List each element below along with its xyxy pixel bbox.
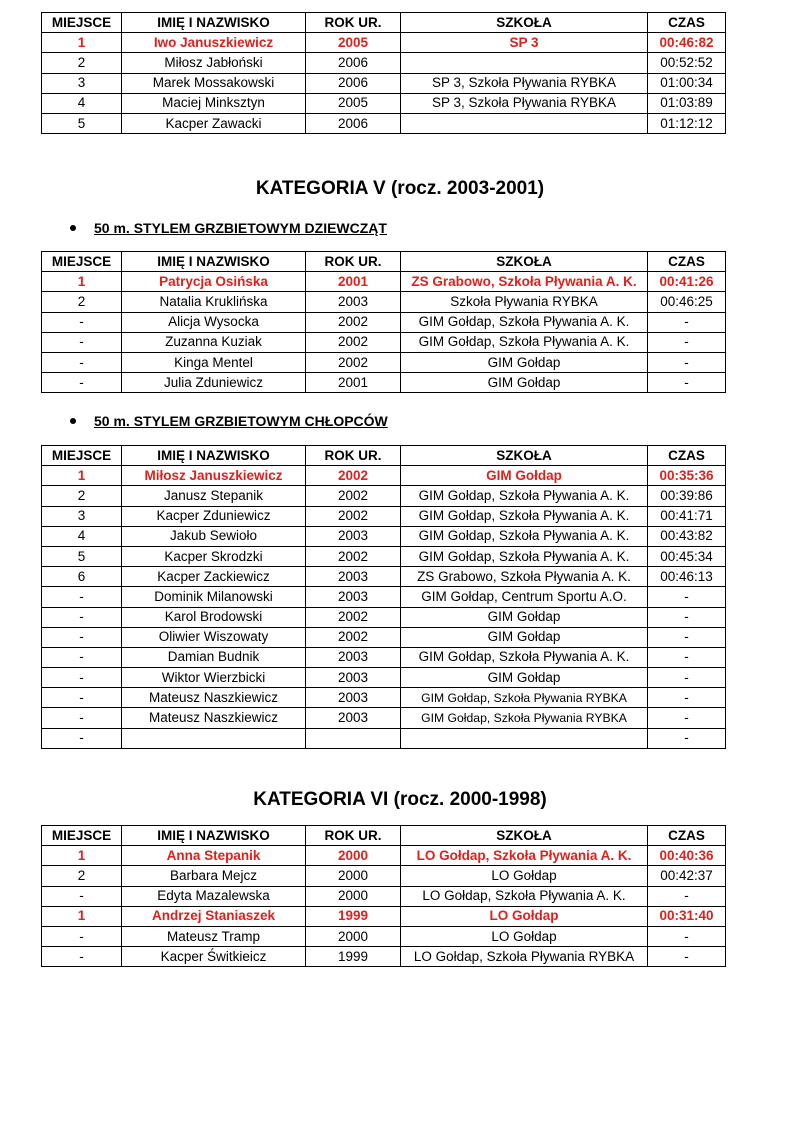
time-cell: -: [648, 947, 726, 967]
school-cell: LO Gołdap, Szkoła Pływania A. K.: [401, 886, 648, 906]
name-cell: Miłosz Jabłoński: [122, 53, 306, 73]
table-row: [42, 926, 726, 946]
table-row: [42, 708, 726, 728]
time-cell: -: [648, 647, 726, 667]
time-cell: 00:46:13: [648, 567, 726, 587]
time-cell: -: [648, 668, 726, 688]
school-cell: GIM Gołdap: [401, 607, 648, 627]
table-row: [42, 846, 726, 866]
header-name: IMIĘ I NAZWISKO: [122, 826, 306, 846]
name-cell: Barbara Mejcz: [122, 866, 306, 886]
header-place: MIEJSCE: [42, 252, 122, 272]
year-cell: 2000: [306, 886, 401, 906]
results-table-category-vi: [41, 825, 726, 967]
table-row: [42, 668, 726, 688]
time-cell: 00:52:52: [648, 53, 726, 73]
name-cell: Kacper Świtkieicz: [122, 947, 306, 967]
place-cell: -: [42, 352, 122, 372]
year-cell: 2005: [306, 33, 401, 53]
time-cell: -: [648, 688, 726, 708]
name-cell: Edyta Mazalewska: [122, 886, 306, 906]
year-cell: 2006: [306, 73, 401, 93]
table-row: [42, 272, 726, 292]
time-cell: 00:31:40: [648, 906, 726, 926]
place-cell: -: [42, 332, 122, 352]
name-cell: Dominik Milanowski: [122, 587, 306, 607]
place-cell: -: [42, 607, 122, 627]
place-cell: 1: [42, 272, 122, 292]
place-cell: 5: [42, 113, 122, 133]
header-time: CZAS: [648, 13, 726, 33]
time-cell: 00:35:36: [648, 466, 726, 486]
header-school: SZKOŁA: [401, 252, 648, 272]
year-cell: 2006: [306, 53, 401, 73]
year-cell: 2001: [306, 272, 401, 292]
name-cell: Anna Stepanik: [122, 846, 306, 866]
place-cell: 2: [42, 486, 122, 506]
time-cell: -: [648, 607, 726, 627]
header-school: SZKOŁA: [401, 13, 648, 33]
table-row: [42, 373, 726, 393]
year-cell: 2003: [306, 647, 401, 667]
name-cell: [122, 728, 306, 748]
name-cell: Mateusz Naszkiewicz: [122, 708, 306, 728]
time-cell: -: [648, 728, 726, 748]
table-row: [42, 947, 726, 967]
header-place: MIEJSCE: [42, 446, 122, 466]
name-cell: Kacper Zduniewicz: [122, 506, 306, 526]
time-cell: -: [648, 627, 726, 647]
name-cell: Mateusz Naszkiewicz: [122, 688, 306, 708]
school-cell: GIM Gołdap: [401, 668, 648, 688]
school-cell: SP 3: [401, 33, 648, 53]
year-cell: 2000: [306, 846, 401, 866]
school-cell: GIM Gołdap, Szkoła Pływania A. K.: [401, 526, 648, 546]
name-cell: Damian Budnik: [122, 647, 306, 667]
year-cell: 2003: [306, 292, 401, 312]
school-cell: GIM Gołdap, Szkoła Pływania RYBKA: [401, 708, 648, 728]
name-cell: Maciej Minksztyn: [122, 93, 306, 113]
year-cell: 2006: [306, 113, 401, 133]
place-cell: 5: [42, 546, 122, 566]
name-cell: Kacper Zackiewicz: [122, 567, 306, 587]
school-cell: SP 3, Szkoła Pływania RYBKA: [401, 93, 648, 113]
table-row: [42, 886, 726, 906]
header-name: IMIĘ I NAZWISKO: [122, 446, 306, 466]
table-row: [42, 486, 726, 506]
table-row: [42, 647, 726, 667]
bullet-icon: [70, 225, 76, 231]
table-row: [42, 688, 726, 708]
header-year: ROK UR.: [306, 13, 401, 33]
place-cell: 2: [42, 866, 122, 886]
school-cell: GIM Gołdap: [401, 466, 648, 486]
time-cell: 00:46:25: [648, 292, 726, 312]
table-row: [42, 546, 726, 566]
year-cell: 2002: [306, 486, 401, 506]
place-cell: -: [42, 312, 122, 332]
header-time: CZAS: [648, 826, 726, 846]
name-cell: Kacper Zawacki: [122, 113, 306, 133]
name-cell: Alicja Wysocka: [122, 312, 306, 332]
boys-backstroke-title: 50 m. STYLEM GRZBIETOWYM CHŁOPCÓW: [94, 413, 388, 429]
time-cell: 00:41:71: [648, 506, 726, 526]
time-cell: -: [648, 312, 726, 332]
table-row: [42, 728, 726, 748]
school-cell: GIM Gołdap: [401, 352, 648, 372]
place-cell: -: [42, 886, 122, 906]
name-cell: Miłosz Januszkiewicz: [122, 466, 306, 486]
time-cell: -: [648, 373, 726, 393]
time-cell: -: [648, 587, 726, 607]
name-cell: Natalia Kruklińska: [122, 292, 306, 312]
name-cell: Oliwier Wiszowaty: [122, 627, 306, 647]
table-header-row: [42, 826, 726, 846]
header-place: MIEJSCE: [42, 826, 122, 846]
school-cell: GIM Gołdap, Szkoła Pływania A. K.: [401, 506, 648, 526]
time-cell: -: [648, 886, 726, 906]
header-year: ROK UR.: [306, 446, 401, 466]
table-row: [42, 352, 726, 372]
table-row: [42, 506, 726, 526]
time-cell: 00:41:26: [648, 272, 726, 292]
year-cell: 2003: [306, 587, 401, 607]
school-cell: ZS Grabowo, Szkoła Pływania A. K.: [401, 567, 648, 587]
time-cell: -: [648, 708, 726, 728]
name-cell: Andrzej Staniaszek: [122, 906, 306, 926]
name-cell: Kacper Skrodzki: [122, 546, 306, 566]
time-cell: -: [648, 926, 726, 946]
year-cell: 2002: [306, 332, 401, 352]
place-cell: -: [42, 668, 122, 688]
table-row: [42, 567, 726, 587]
place-cell: -: [42, 627, 122, 647]
school-cell: [401, 53, 648, 73]
year-cell: 2001: [306, 373, 401, 393]
time-cell: -: [648, 352, 726, 372]
name-cell: Patrycja Osińska: [122, 272, 306, 292]
year-cell: 2002: [306, 546, 401, 566]
place-cell: 2: [42, 53, 122, 73]
boys-backstroke-heading: [70, 413, 388, 429]
time-cell: 00:39:86: [648, 486, 726, 506]
header-year: ROK UR.: [306, 826, 401, 846]
bullet-icon: [70, 418, 76, 424]
table-row: [42, 33, 726, 53]
place-cell: -: [42, 587, 122, 607]
place-cell: -: [42, 947, 122, 967]
place-cell: 4: [42, 526, 122, 546]
year-cell: 2000: [306, 926, 401, 946]
place-cell: 3: [42, 73, 122, 93]
place-cell: 1: [42, 33, 122, 53]
year-cell: 1999: [306, 906, 401, 926]
category-v-title: KATEGORIA V (rocz. 2003-2001): [255, 178, 545, 199]
year-cell: 2003: [306, 688, 401, 708]
girls-backstroke-title: 50 m. STYLEM GRZBIETOWYM DZIEWCZĄT: [94, 220, 387, 236]
year-cell: 2002: [306, 352, 401, 372]
header-school: SZKOŁA: [401, 446, 648, 466]
school-cell: [401, 113, 648, 133]
school-cell: Szkoła Pływania RYBKA: [401, 292, 648, 312]
year-cell: 2002: [306, 607, 401, 627]
table-row: [42, 292, 726, 312]
table-row: [42, 866, 726, 886]
place-cell: -: [42, 926, 122, 946]
place-cell: 6: [42, 567, 122, 587]
name-cell: Kinga Mentel: [122, 352, 306, 372]
place-cell: -: [42, 688, 122, 708]
school-cell: GIM Gołdap, Szkoła Pływania A. K.: [401, 312, 648, 332]
school-cell: SP 3, Szkoła Pływania RYBKA: [401, 73, 648, 93]
school-cell: LO Gołdap: [401, 866, 648, 886]
header-time: CZAS: [648, 252, 726, 272]
results-table-girls: [41, 251, 726, 393]
table-row: [42, 607, 726, 627]
name-cell: Julia Zduniewicz: [122, 373, 306, 393]
results-table-1: [41, 12, 726, 134]
place-cell: -: [42, 728, 122, 748]
time-cell: 00:42:37: [648, 866, 726, 886]
year-cell: 2003: [306, 668, 401, 688]
school-cell: [401, 728, 648, 748]
time-cell: -: [648, 332, 726, 352]
table-row: [42, 627, 726, 647]
table-header-row: [42, 252, 726, 272]
school-cell: GIM Gołdap, Szkoła Pływania RYBKA: [401, 688, 648, 708]
place-cell: 3: [42, 506, 122, 526]
school-cell: LO Gołdap, Szkoła Pływania A. K.: [401, 846, 648, 866]
school-cell: GIM Gołdap, Szkoła Pływania A. K.: [401, 486, 648, 506]
category-vi-title: KATEGORIA VI (rocz. 2000-1998): [253, 789, 547, 810]
table-row: [42, 312, 726, 332]
school-cell: GIM Gołdap: [401, 373, 648, 393]
place-cell: -: [42, 647, 122, 667]
time-cell: 01:12:12: [648, 113, 726, 133]
school-cell: GIM Gołdap, Szkoła Pływania A. K.: [401, 332, 648, 352]
table-row: [42, 93, 726, 113]
name-cell: Wiktor Wierzbicki: [122, 668, 306, 688]
name-cell: Mateusz Tramp: [122, 926, 306, 946]
place-cell: 1: [42, 466, 122, 486]
header-school: SZKOŁA: [401, 826, 648, 846]
table-row: [42, 332, 726, 352]
school-cell: ZS Grabowo, Szkoła Pływania A. K.: [401, 272, 648, 292]
time-cell: 00:40:36: [648, 846, 726, 866]
year-cell: 2002: [306, 466, 401, 486]
results-table-boys: [41, 445, 726, 749]
place-cell: 4: [42, 93, 122, 113]
time-cell: 00:45:34: [648, 546, 726, 566]
header-year: ROK UR.: [306, 252, 401, 272]
year-cell: 2003: [306, 708, 401, 728]
name-cell: Jakub Sewioło: [122, 526, 306, 546]
header-name: IMIĘ I NAZWISKO: [122, 13, 306, 33]
school-cell: LO Gołdap: [401, 906, 648, 926]
header-time: CZAS: [648, 446, 726, 466]
name-cell: Janusz Stepanik: [122, 486, 306, 506]
table-header-row: [42, 446, 726, 466]
school-cell: GIM Gołdap: [401, 627, 648, 647]
year-cell: 2002: [306, 312, 401, 332]
time-cell: 00:46:82: [648, 33, 726, 53]
girls-backstroke-heading: [70, 220, 387, 236]
place-cell: -: [42, 373, 122, 393]
year-cell: 2002: [306, 627, 401, 647]
year-cell: 1999: [306, 947, 401, 967]
school-cell: LO Gołdap, Szkoła Pływania RYBKA: [401, 947, 648, 967]
school-cell: GIM Gołdap, Centrum Sportu A.O.: [401, 587, 648, 607]
table-row: [42, 906, 726, 926]
school-cell: GIM Gołdap, Szkoła Pływania A. K.: [401, 546, 648, 566]
name-cell: Marek Mossakowski: [122, 73, 306, 93]
year-cell: 2003: [306, 526, 401, 546]
year-cell: 2003: [306, 567, 401, 587]
table-row: [42, 73, 726, 93]
name-cell: Iwo Januszkiewicz: [122, 33, 306, 53]
name-cell: Zuzanna Kuziak: [122, 332, 306, 352]
table-row: [42, 113, 726, 133]
school-cell: GIM Gołdap, Szkoła Pływania A. K.: [401, 647, 648, 667]
time-cell: 00:43:82: [648, 526, 726, 546]
time-cell: 01:00:34: [648, 73, 726, 93]
name-cell: Karol Brodowski: [122, 607, 306, 627]
table-row: [42, 526, 726, 546]
table-row: [42, 466, 726, 486]
place-cell: 1: [42, 846, 122, 866]
school-cell: LO Gołdap: [401, 926, 648, 946]
year-cell: 2002: [306, 506, 401, 526]
table-row: [42, 53, 726, 73]
place-cell: 1: [42, 906, 122, 926]
table-header-row: [42, 13, 726, 33]
place-cell: 2: [42, 292, 122, 312]
year-cell: 2000: [306, 866, 401, 886]
year-cell: 2005: [306, 93, 401, 113]
header-name: IMIĘ I NAZWISKO: [122, 252, 306, 272]
header-place: MIEJSCE: [42, 13, 122, 33]
table-row: [42, 587, 726, 607]
time-cell: 01:03:89: [648, 93, 726, 113]
year-cell: [306, 728, 401, 748]
place-cell: -: [42, 708, 122, 728]
